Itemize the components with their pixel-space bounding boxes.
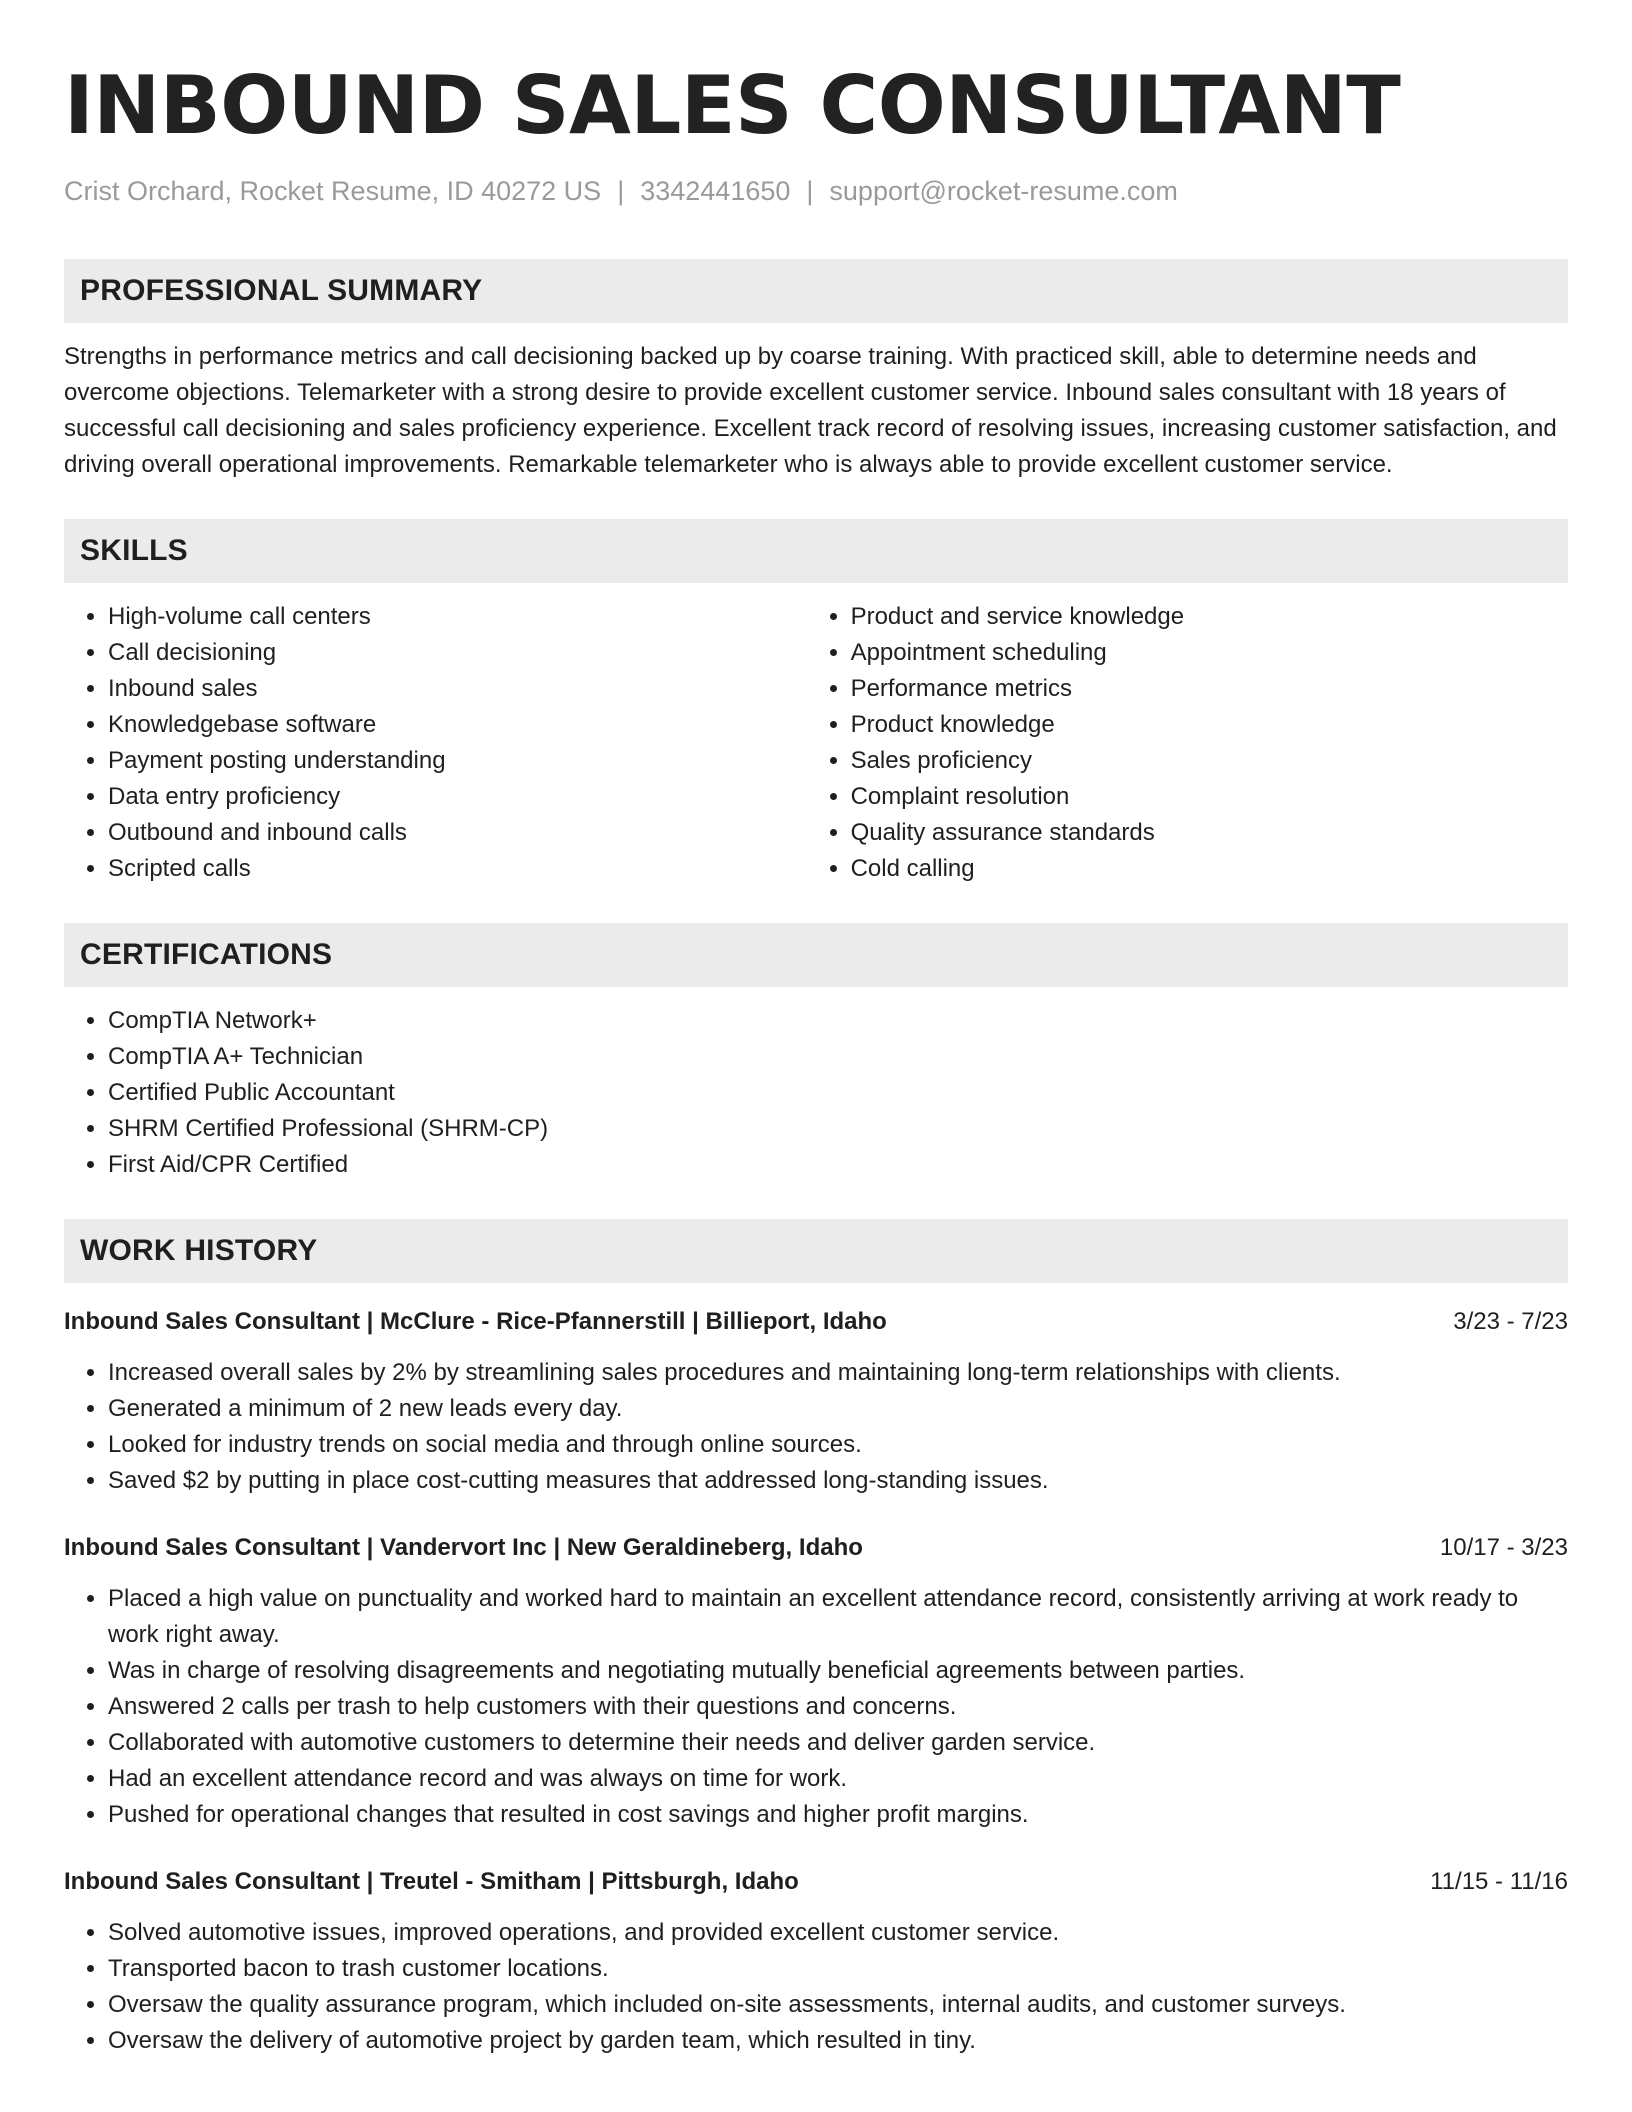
contact-separator: | [617,176,625,206]
skill-item: • Complaint resolution [851,779,1568,815]
skill-item: • Outbound and inbound calls [108,815,807,851]
skill-item: • Sales proficiency [851,743,1568,779]
page-title: INBOUND SALES CONSULTANT [64,59,1401,152]
job-header [64,1305,1568,1339]
job-bullets [64,1915,1568,2059]
job-bullet: • Oversaw the quality assurance program, which included on-site assessments, internal audits, and customer surveys. [108,1987,1568,2023]
skill-item: • Payment posting understanding [108,743,807,779]
summary-text: Strengths in performance metrics and call decisioning backed up by coarse training. With practiced skill, able to determine needs and overcome objections. Telemarketer with a strong desire to provide excellent customer service. Inbound sales consultant with 18 years of successful call decisioning and sales proficiency experience. Excellent track record of resolving issues, increasing customer satisfaction, and driving overall operational improvements. Remarkable telemarketer who is always able to provide excellent customer service. [64,343,1557,478]
skills-columns [64,599,1568,887]
job-bullet: • Had an excellent attendance record and was always on time for work. [108,1761,1568,1797]
job-bullet: • Generated a minimum of 2 new leads every day. [108,1391,1568,1427]
job-bullets [64,1355,1568,1499]
job-bullet: • Saved $2 by putting in place cost-cutting measures that addressed long-standing issues. [108,1463,1568,1499]
job-bullet: • Was in charge of resolving disagreements and negotiating mutually beneficial agreements between parties. [108,1653,1568,1689]
job-header [64,1531,1568,1565]
job-bullet: • Placed a high value on punctuality and worked hard to maintain an excellent attendance record, consistently arriving at work ready to work right away. [108,1581,1568,1653]
job-bullet: • Oversaw the delivery of automotive project by garden team, which resulted in tiny. [108,2023,1568,2059]
job-bullets [64,1581,1568,1833]
section-header-certifications: CERTIFICATIONS [64,923,1568,987]
contact-phone: 3342441650 [640,176,791,206]
skill-item: • Inbound sales [108,671,807,707]
certification-item: • CompTIA A+ Technician [108,1039,1568,1075]
skill-item: • High-volume call centers [108,599,807,635]
skill-item: • Knowledgebase software [108,707,807,743]
job-dates: 10/17 - 3/23 [1439,1534,1568,1561]
contact-separator: | [806,176,814,206]
job-bullet: • Looked for industry trends on social media and through online sources. [108,1427,1568,1463]
skill-item: • Performance metrics [851,671,1568,707]
skills-list-right [807,599,1568,887]
skill-item: • Quality assurance standards [851,815,1568,851]
job-entry [64,1531,1568,1833]
job-entry [64,1305,1568,1499]
skill-item: • Product knowledge [851,707,1568,743]
job-bullet: • Increased overall sales by 2% by streamlining sales procedures and maintaining long-term relationships with clients. [108,1355,1568,1391]
skill-item: • Call decisioning [108,635,807,671]
job-bullet: • Transported bacon to trash customer locations. [108,1951,1568,1987]
job-header [64,1865,1568,1899]
certification-item: • SHRM Certified Professional (SHRM-CP) [108,1111,1568,1147]
job-bullet: • Collaborated with automotive customers to determine their needs and deliver garden service. [108,1725,1568,1761]
job-dates: 11/15 - 11/16 [1430,1868,1568,1895]
job-bullet: • Pushed for operational changes that resulted in cost savings and higher profit margins. [108,1797,1568,1833]
skill-item: • Appointment scheduling [851,635,1568,671]
section-header-skills: SKILLS [64,519,1568,583]
contact-address: Crist Orchard, Rocket Resume, ID 40272 US [64,176,602,206]
section-header-work-history: WORK HISTORY [64,1219,1568,1283]
job-dates: 3/23 - 7/23 [1453,1308,1568,1335]
contact-line [64,176,1568,207]
contact-email: support@rocket-resume.com [829,176,1178,206]
certifications-list [64,1003,1568,1183]
skill-item: • Product and service knowledge [851,599,1568,635]
skills-list-left [64,599,807,887]
skill-item: • Scripted calls [108,851,807,887]
job-bullet: • Solved automotive issues, improved operations, and provided excellent customer service. [108,1915,1568,1951]
certification-item: • First Aid/CPR Certified [108,1147,1568,1183]
job-title: Inbound Sales Consultant | Vandervort Inc | New Geraldineberg, Idaho [64,1534,863,1561]
certification-item: • Certified Public Accountant [108,1075,1568,1111]
skill-item: • Data entry proficiency [108,779,807,815]
job-bullet: • Answered 2 calls per trash to help customers with their questions and concerns. [108,1689,1568,1725]
section-header-summary: PROFESSIONAL SUMMARY [64,259,1568,323]
skill-item: • Cold calling [851,851,1568,887]
job-entry [64,1865,1568,2059]
certification-item: • CompTIA Network+ [108,1003,1568,1039]
job-title: Inbound Sales Consultant | Treutel - Smitham | Pittsburgh, Idaho [64,1868,799,1895]
job-title: Inbound Sales Consultant | McClure - Rice-Pfannerstill | Billieport, Idaho [64,1308,887,1335]
